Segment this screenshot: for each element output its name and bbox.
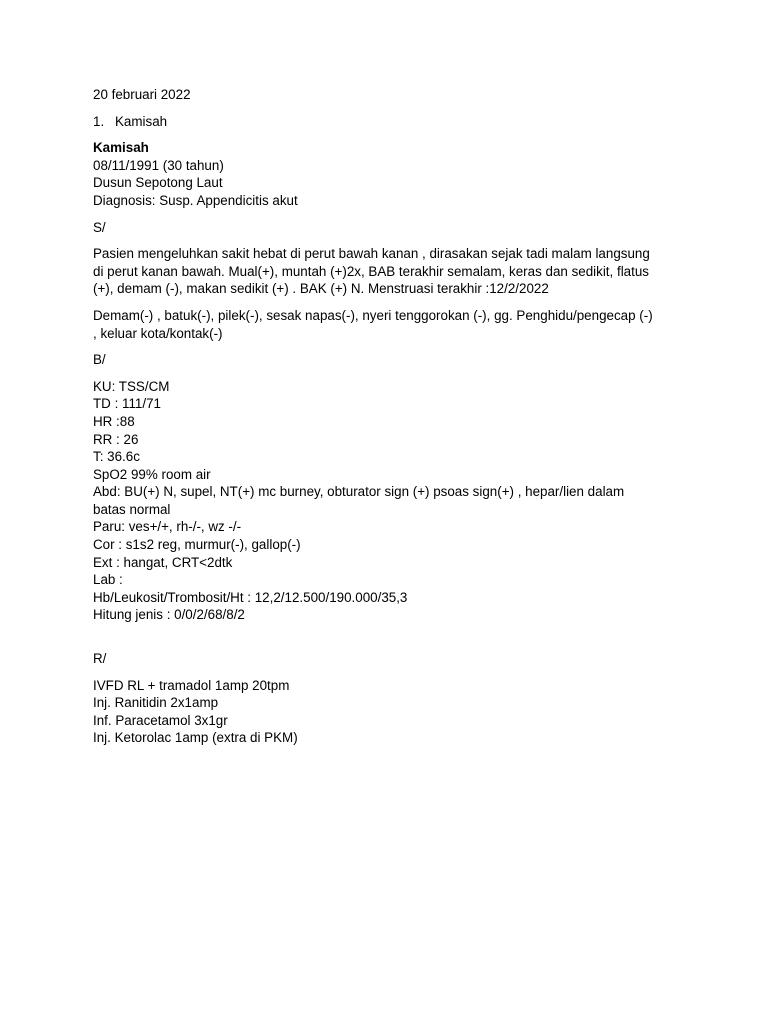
finding-abdomen: Abd: BU(+) N, supel, NT(+) mc burney, obturator sign (+) psoas sign(+) , hepar/lien dalam batas normal: [93, 484, 628, 517]
objective-findings: [93, 378, 653, 624]
finding-general-condition: KU: TSS/CM: [93, 378, 170, 394]
document-body: [93, 86, 657, 747]
treatment-ketorolac: Inj. Ketorolac 1amp (extra di PKM): [93, 730, 298, 746]
patient-address: Dusun Sepotong Laut: [93, 175, 223, 191]
finding-respiratory-rate: RR : 26: [93, 431, 139, 447]
patient-dob: 08/11/1991 (30 tahun): [93, 157, 224, 173]
finding-extremities: Ext : hangat, CRT<2dtk: [93, 554, 233, 570]
subjective-complaint-paragraph: Pasien mengeluhkan sakit hebat di perut bawah kanan , dirasakan sejak tadi malam langsung di perut kanan bawah. Mual(+), muntah (+)2x, BAB terakhir semalam, keras dan sedikit, flatus (+), demam (-), makan sedikit (+) . BAK (+) N. Menstruasi terakhir :12/2/2022: [93, 246, 654, 297]
finding-differential-count: Hitung jenis : 0/0/2/68/8/2: [93, 607, 245, 623]
patient-diagnosis: Diagnosis: Susp. Appendicitis akut: [93, 192, 298, 208]
treatment-ivfd: IVFD RL + tramadol 1amp 20tpm: [93, 677, 290, 693]
document-date: 20 februari 2022: [93, 87, 191, 102]
subjective-header: S/: [93, 219, 106, 235]
finding-spo2: SpO2 99% room air: [93, 466, 211, 482]
list-patient-name: Kamisah: [115, 113, 168, 129]
plan-treatments: [93, 677, 653, 747]
finding-heart: Cor : s1s2 reg, murmur(-), gallop(-): [93, 537, 301, 553]
finding-lab-label: Lab :: [93, 572, 123, 588]
plan-header: R/: [93, 651, 107, 667]
subjective-screening-paragraph: Demam(-) , batuk(-), pilek(-), sesak napas(-), nyeri tenggorokan (-), gg. Penghidu/pengecap (-) , keluar kota/kontak(-): [93, 307, 657, 341]
finding-blood-pressure: TD : 111/71: [93, 396, 161, 412]
treatment-paracetamol: Inf. Paracetamol 3x1gr: [93, 712, 228, 728]
objective-header: B/: [93, 352, 106, 368]
finding-heart-rate: HR :88: [93, 413, 135, 429]
patient-list-item: [93, 113, 653, 131]
finding-blood-count: Hb/Leukosit/Trombosit/Ht : 12,2/12.500/190.000/35,3: [93, 589, 408, 605]
finding-temperature: T: 36.6c: [93, 449, 140, 465]
patient-name-heading: Kamisah: [93, 140, 149, 156]
finding-lungs: Paru: ves+/+, rh-/-, wz -/-: [93, 519, 242, 535]
treatment-ranitidin: Inj. Ranitidin 2x1amp: [93, 695, 219, 711]
list-number: 1.: [93, 113, 105, 129]
